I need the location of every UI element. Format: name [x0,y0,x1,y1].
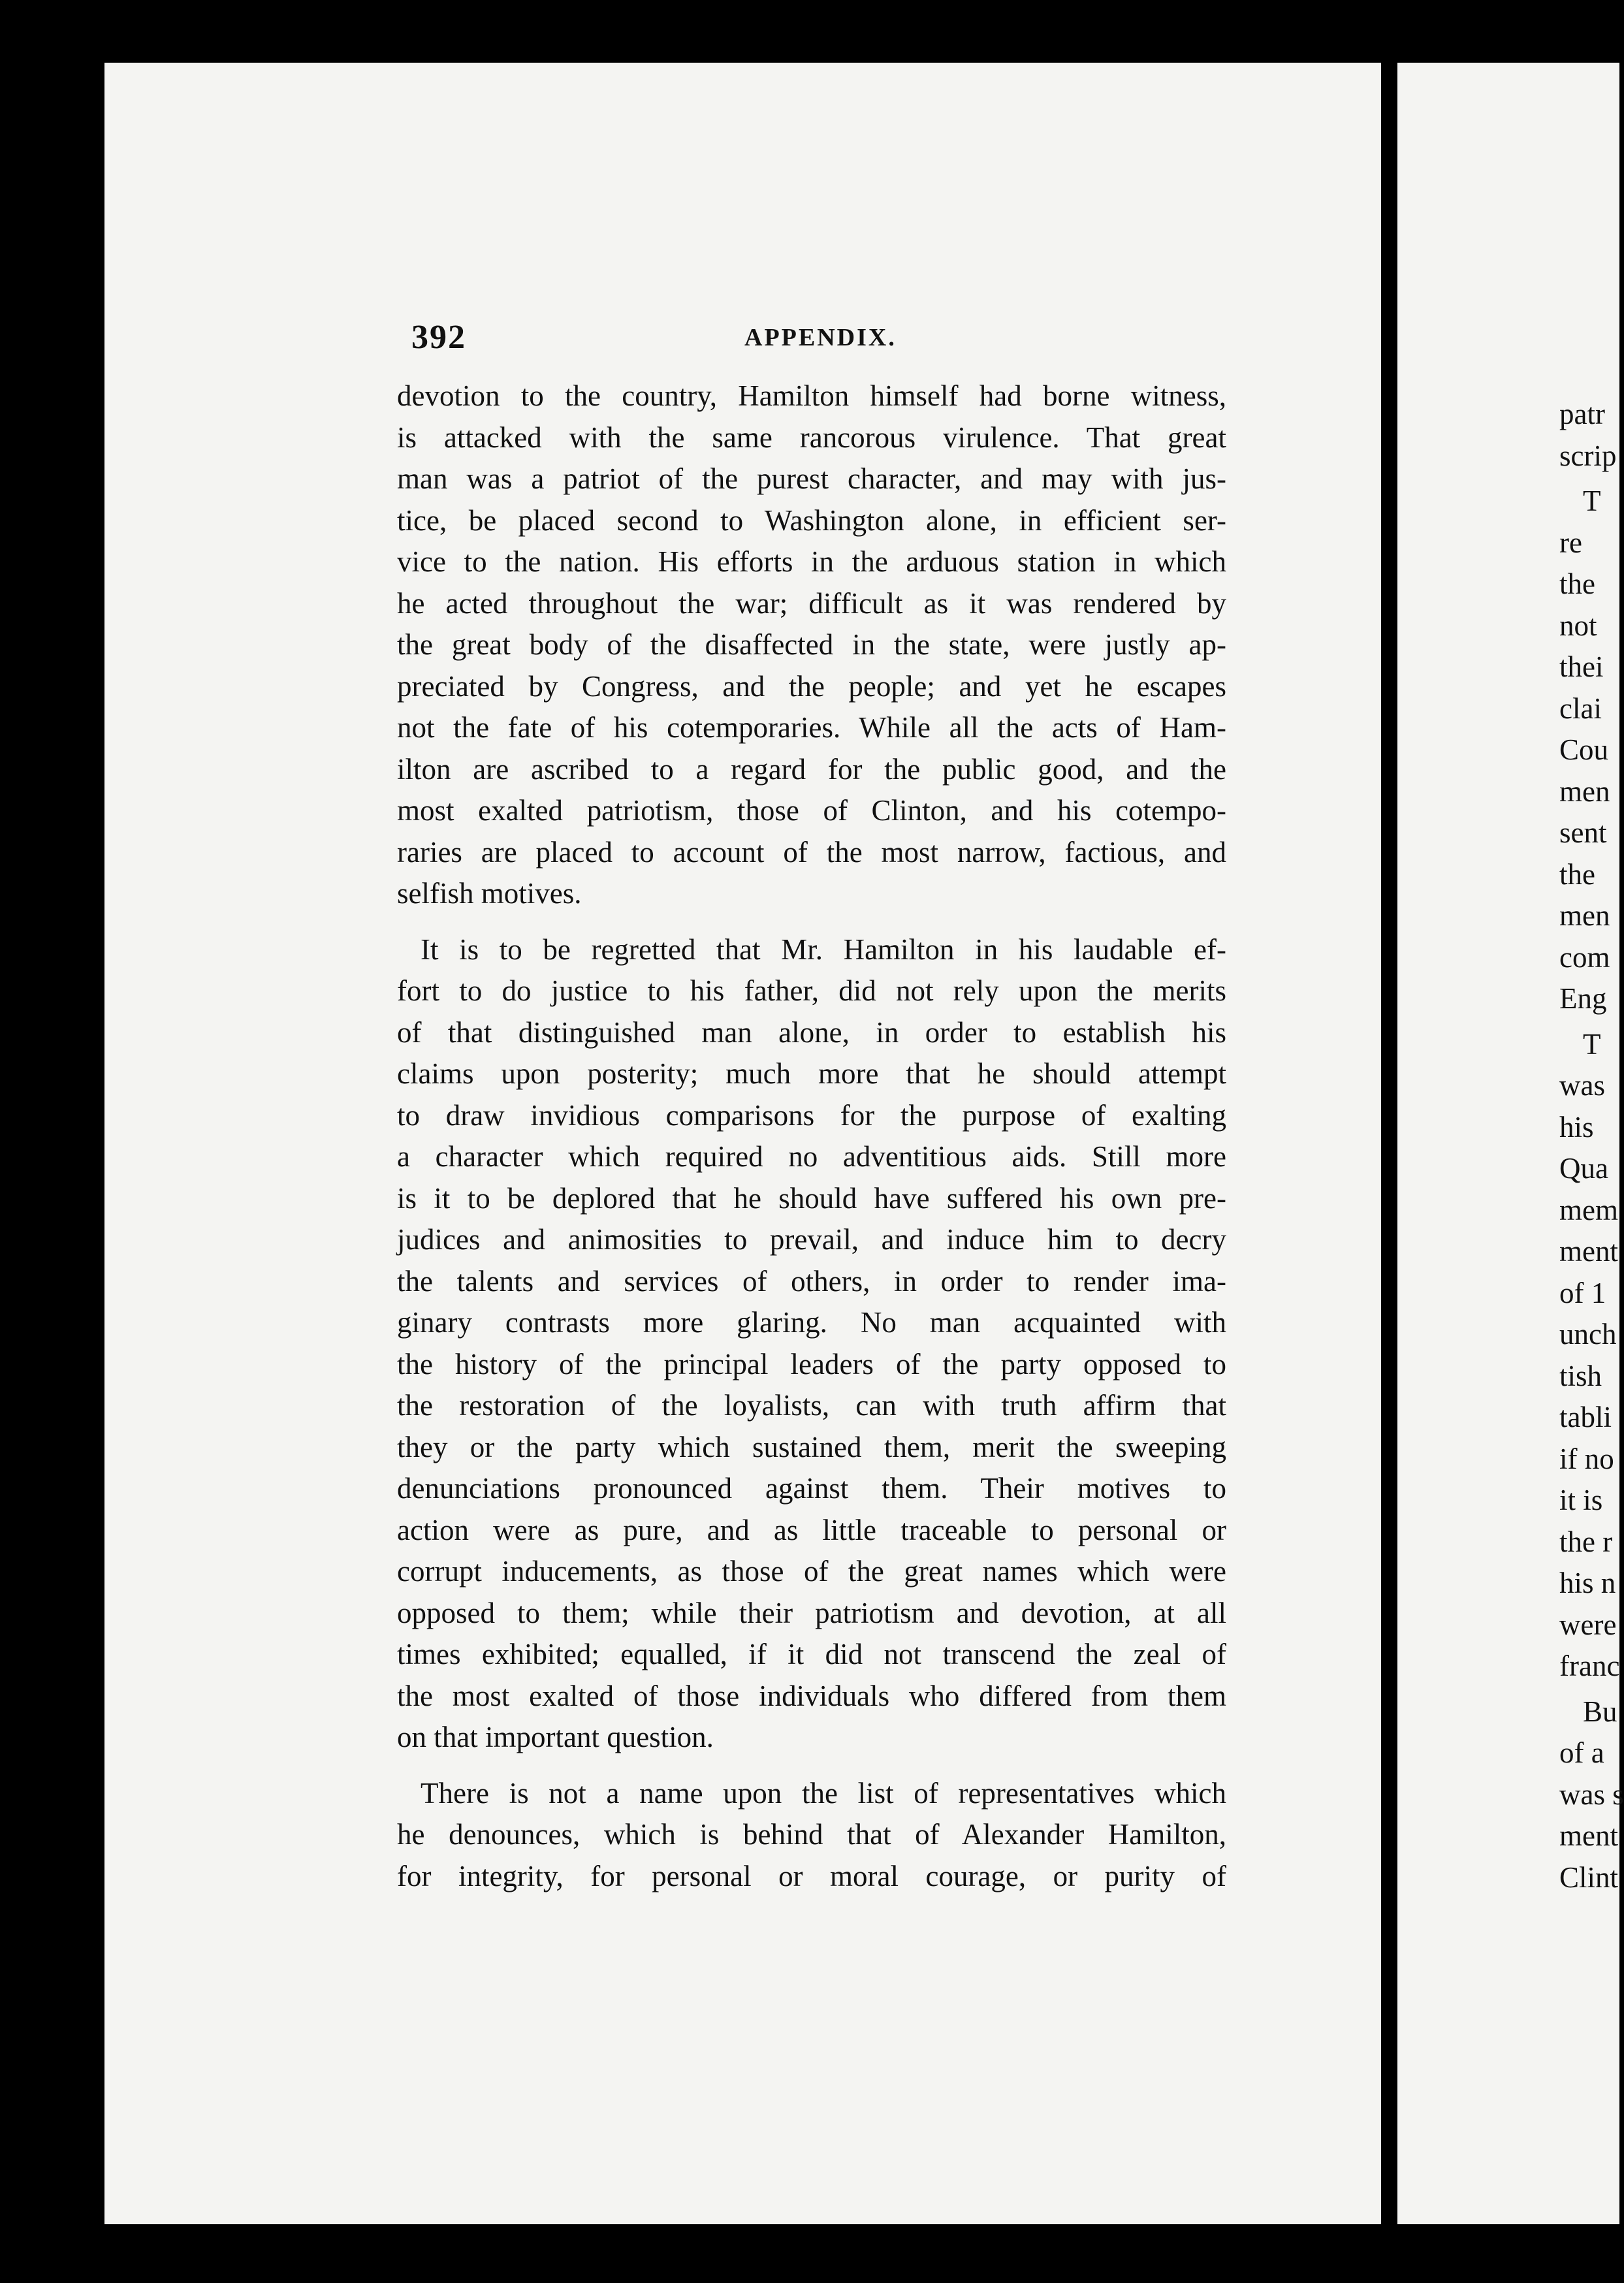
text-line: he denounces, which is behind that of Alexander Hamilton, [397,1818,1226,1851]
text-line: for integrity, for personal or moral courage, or purity of [397,1859,1226,1892]
right-page-line: Cou [1559,733,1609,766]
right-page-line: the r [1559,1525,1613,1558]
right-page-line: men [1559,899,1610,932]
text-line: claims upon posterity; much more that he should attempt [397,1057,1226,1090]
text-line: the most exalted of those individuals who differed from them [397,1679,1226,1712]
text-line: is attacked with the same rancorous virulence. That great [397,421,1226,454]
running-head: APPENDIX. [744,324,897,351]
right-page-line: patr [1559,398,1605,430]
text-line: times exhibited; equalled, if it did not transcend the zeal of [397,1638,1226,1670]
right-page-line: sent [1559,816,1607,849]
right-page-line: clai [1559,692,1602,725]
text-line: action were as pure, and as little traceable to personal or [397,1513,1226,1546]
right-page-line: men [1559,774,1610,808]
right-page-line: ment [1559,1235,1618,1268]
text-line: on that important question. [397,1721,714,1753]
text-line: tice, be placed second to Washington alone, in efficient ser- [397,503,1226,537]
left-page-body [397,375,1226,1897]
text-line: the great body of the disaffected in the state, were justly ap- [397,628,1226,661]
right-page-line: T [1583,1027,1601,1061]
right-page-line: not [1559,609,1597,642]
right-page-line: ment [1559,1819,1618,1852]
text-line: a character which required no adventitious aids. Still more [397,1140,1226,1173]
right-page-line: mem [1559,1193,1618,1226]
right-page-line: if no [1559,1442,1614,1475]
text-line: opposed to them; while their patriotism and devotion, at all [397,1596,1226,1629]
text-line: preciated by Congress, and the people; and yet he escapes [397,669,1226,703]
text-line: they or the party which sustained them, merit the sweeping [397,1430,1226,1463]
right-page-line: unch [1559,1318,1617,1350]
text-line: ilton are ascribed to a regard for the public good, and the [397,752,1226,786]
right-page-line: tish [1559,1359,1602,1392]
text-line: denunciations pronounced against them. Their motives to [397,1472,1226,1505]
paragraph-1 [397,375,1226,915]
right-page-line: of 1 [1559,1276,1606,1309]
text-line: raries are placed to account of the most narrow, factious, and [397,835,1226,869]
text-line: man was a patriot of the purest character, and may with jus- [397,462,1226,495]
right-page-line: Qua [1559,1152,1608,1185]
page-number: 392 [411,319,466,356]
text-line: not the fate of his cotemporaries. While all the acts of Ham- [397,711,1226,744]
text-line: most exalted patriotism, those of Clinton, and his cotempo- [397,794,1226,827]
text-line: of that distinguished man alone, in order to establish his [397,1015,1226,1049]
right-page-line: was s [1559,1778,1624,1811]
right-page-line: thei [1559,650,1604,683]
text-line: vice to the nation. His efforts in the arduous station in which [397,545,1226,578]
right-page-line: tabli [1559,1401,1612,1433]
right-page-line: com [1559,940,1610,974]
text-line: It is to be regretted that Mr. Hamilton in his laudable ef- [421,933,1226,966]
right-page-line: the [1559,857,1595,891]
page-header [411,318,1231,370]
right-page-line: re [1559,526,1582,559]
text-line: the talents and services of others, in order to render ima- [397,1264,1226,1298]
right-page-line: of a [1559,1736,1604,1769]
text-line: the history of the principal leaders of the party opposed to [397,1347,1226,1381]
right-page-line: Eng [1559,982,1607,1015]
right-page-line: it is [1559,1484,1603,1516]
text-line: ginary contrasts more glaring. No man acquainted with [397,1306,1226,1339]
right-page-line: franc [1559,1650,1620,1682]
text-line: he acted throughout the war; difficult as it was rendered by [397,586,1226,620]
paragraph-2 [397,929,1226,1759]
text-line: is it to be deplored that he should have suffered his own pre- [397,1181,1226,1215]
right-page-line: Bu [1583,1695,1617,1728]
right-page-line: was [1559,1069,1605,1102]
right-page-line: were [1559,1608,1617,1641]
text-line: the restoration of the loyalists, can with truth affirm that [397,1389,1226,1422]
text-line: judices and animosities to prevail, and induce him to decry [397,1223,1226,1256]
right-page-line: his n [1559,1567,1616,1599]
text-line: selfish motives. [397,877,582,910]
text-line: fort to do justice to his father, did not rely upon the merits [397,974,1226,1007]
right-page-line: his [1559,1110,1594,1143]
right-page-line: T [1583,485,1601,517]
right-page-line: the [1559,567,1595,600]
right-page-line: scrip [1559,439,1617,472]
text-line: to draw invidious comparisons for the purpose of exalting [397,1098,1226,1132]
text-line: There is not a name upon the list of representatives which [421,1776,1226,1810]
right-page-body [1559,394,1624,1898]
text-line: devotion to the country, Hamilton himself had borne witness, [397,379,1226,412]
text-line: corrupt inducements, as those of the great names which were [397,1555,1226,1588]
right-page-line: Clint [1559,1860,1619,1894]
paragraph-3 [397,1773,1226,1898]
